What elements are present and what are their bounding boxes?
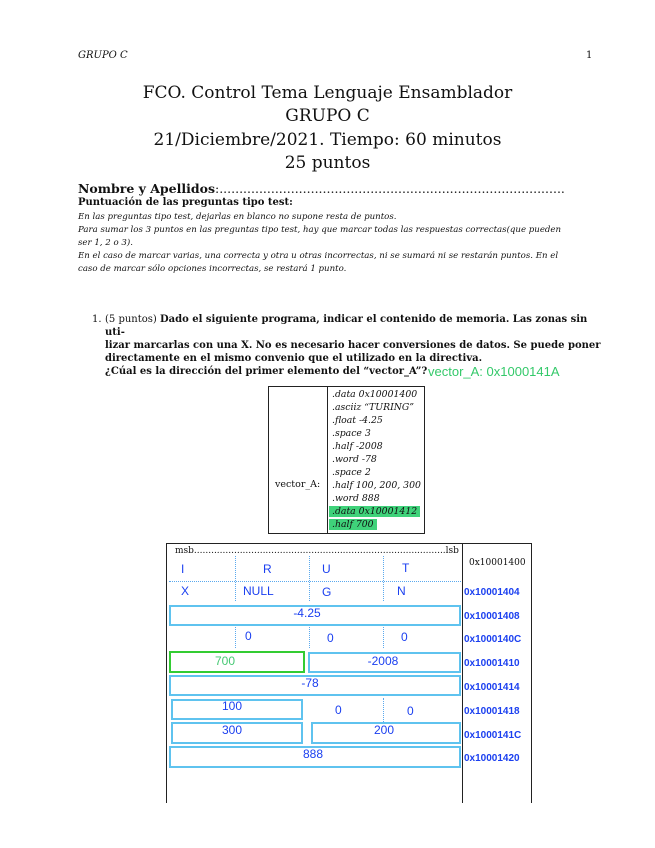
memory-table <box>166 543 532 803</box>
float-value: -4.25 <box>293 606 321 620</box>
byte-cell: 0 <box>401 630 408 644</box>
code-line: .word -78 <box>332 454 377 465</box>
byte-cell: G <box>322 585 332 599</box>
byte-cell: 0 <box>245 629 252 643</box>
byte-cell: NULL <box>243 584 274 598</box>
scoring-rule-3a: En el caso de marcar varias, una correcta y otra u otras incorrectas, ni se sumará ni se restarán puntos. En el <box>78 251 559 261</box>
title-line-2: GRUPO C <box>285 106 370 126</box>
half-700-value: 700 <box>214 654 236 668</box>
half-300-value: 300 <box>221 723 243 737</box>
word-78-value: -78 <box>301 676 319 690</box>
grid-line <box>309 624 310 648</box>
question-points: (5 puntos) <box>105 314 157 325</box>
byte-cell: R <box>263 562 272 576</box>
half-100-value: 100 <box>221 699 243 713</box>
address-divider <box>462 544 463 803</box>
handwritten-answer: vector_A: 0x1000141A <box>428 364 560 379</box>
grid-line <box>169 581 461 582</box>
code-line: .asciiz “TURING” <box>332 402 415 413</box>
name-dots: :....................................................................................... <box>215 181 565 196</box>
address-label: 0x1000141C <box>464 730 522 741</box>
title-line-4: 25 puntos <box>284 153 371 173</box>
first-address: 0x10001400 <box>469 558 526 568</box>
grid-line <box>383 556 384 601</box>
scoring-rule-1: En las preguntas tipo test, dejarlas en blanco no supone resta de puntos. <box>78 212 397 222</box>
code-line: .half 100, 200, 300 <box>332 480 421 491</box>
byte-cell: X <box>181 584 190 598</box>
scoring-heading: Puntuación de las preguntas tipo test: <box>78 197 293 208</box>
byte-cell: 0 <box>407 704 414 718</box>
byte-cell: I <box>181 562 185 576</box>
code-line: .float -4.25 <box>332 415 383 426</box>
code-line: .data 0x10001400 <box>332 389 418 400</box>
address-label: 0x10001418 <box>464 706 520 717</box>
byte-cell: 0 <box>335 703 342 717</box>
running-header: GRUPO C <box>78 50 128 61</box>
scoring-rule-2a: Para sumar los 3 puntos en las preguntas tipo test, hay que marcar todas las respuestas correctas(que pueden <box>78 225 562 235</box>
address-label: 0x10001410 <box>464 658 520 669</box>
question-line-4: ¿Cúal es la dirección del primer elemento del “vector_A”? <box>105 366 428 377</box>
scoring-rule-2b: ser 1, 2 o 3). <box>78 238 133 248</box>
title-line-3: 21/Diciembre/2021. Tiempo: 60 minutos <box>153 130 502 150</box>
scoring-rule-3b: caso de marcar sólo opciones incorrectas, se restará 1 punto. <box>78 264 347 274</box>
question-line-1: Dado el siguiente programa, indicar el contenido de memoria. Las zonas sin uti- <box>105 314 588 338</box>
byte-cell: U <box>322 562 331 576</box>
half-200-value: 200 <box>373 723 395 737</box>
code-line-highlight: .data 0x10001412 <box>329 506 420 517</box>
code-line-highlight: .half 700 <box>329 519 377 530</box>
msb-lsb-header: msb........................................................................................lsb <box>175 546 459 556</box>
code-divider <box>327 387 328 533</box>
address-label: 0x10001420 <box>464 753 520 764</box>
code-line: .space 3 <box>332 428 371 439</box>
code-label: vector_A: <box>275 479 321 490</box>
grid-line <box>235 624 236 648</box>
page-number: 1 <box>586 50 593 61</box>
word-888-value: 888 <box>302 747 324 761</box>
grid-line <box>383 698 384 722</box>
name-label: Nombre y Apellidos <box>78 181 215 196</box>
question-number: 1. <box>92 314 102 325</box>
address-label: 0x10001414 <box>464 682 520 693</box>
code-line: .word 888 <box>332 493 380 504</box>
byte-cell: N <box>397 584 406 598</box>
byte-cell: T <box>402 561 410 575</box>
grid-line <box>309 556 310 601</box>
question-line-3: directamente en el mismo convenio que el utilizado en la directiva. <box>105 353 483 364</box>
code-line: .space 2 <box>332 467 371 478</box>
question-line-2: lizar marcarlas con una X. No es necesario hacer conversiones de datos. Se puede poner <box>105 340 601 351</box>
code-line: .half -2008 <box>332 441 383 452</box>
grid-line <box>383 624 384 648</box>
half-2008-value: -2008 <box>367 654 399 668</box>
name-field <box>78 181 565 196</box>
address-label: 0x10001408 <box>464 611 520 622</box>
byte-cell: 0 <box>327 631 334 645</box>
address-label: 0x1000140C <box>464 634 522 645</box>
title-line-1: FCO. Control Tema Lenguaje Ensamblador <box>142 83 513 103</box>
address-label: 0x10001404 <box>464 587 520 598</box>
code-box <box>268 386 425 534</box>
grid-line <box>235 556 236 601</box>
